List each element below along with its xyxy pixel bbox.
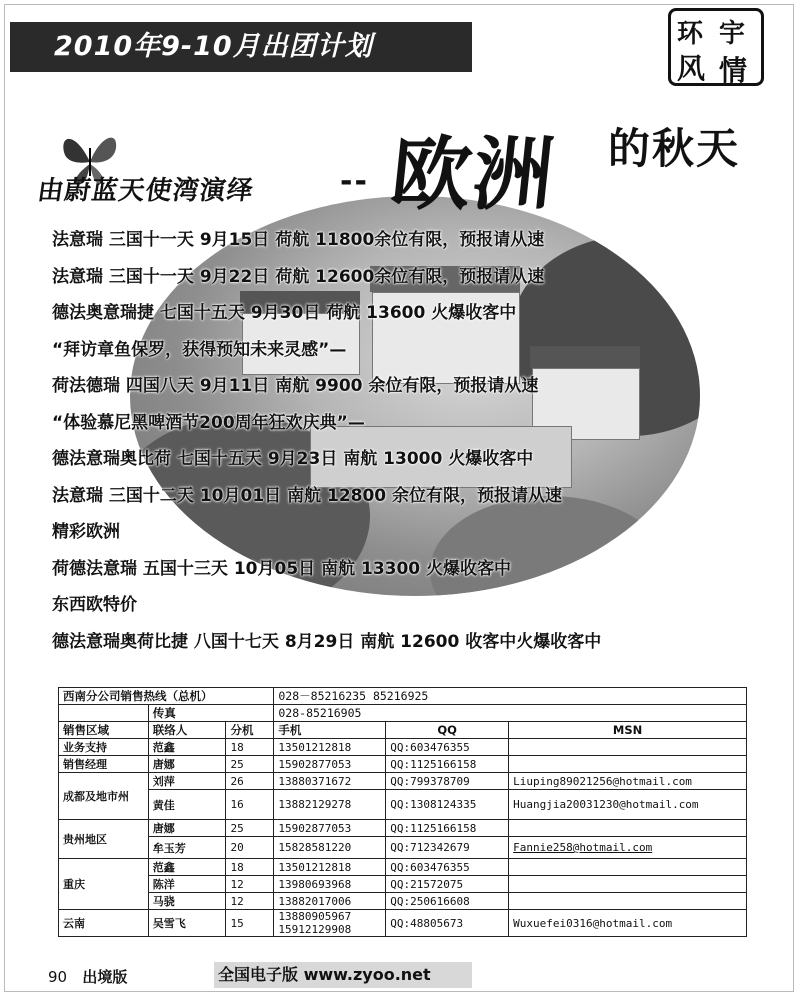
ext-cell: 25 <box>226 820 274 837</box>
contact-name: 吴雪飞 <box>148 910 226 937</box>
mobile-line-1: 13880905967 <box>278 910 352 923</box>
region-cell: 贵州地区 <box>59 820 149 859</box>
brand-logo <box>668 8 764 86</box>
contact-name: 黄佳 <box>148 790 226 820</box>
trip-theme: “拜访章鱼保罗，获得预知未来灵感”— <box>52 339 347 360</box>
qq-cell: QQ:250616608 <box>386 893 509 910</box>
trip-line: 荷法德瑞 四国八天 9月11日 南航 9900 余位有限，预报请从速 <box>52 376 539 396</box>
msn-cell <box>509 876 747 893</box>
trip-line: 法意瑞 三国十二天 10月01日 南航 12800 余位有限，预报请从速 <box>52 485 563 506</box>
trip-category: 精彩欧洲 <box>52 522 120 542</box>
mobile-cell: 13980693968 <box>274 876 386 893</box>
fax-label: 传真 <box>148 705 274 722</box>
fax-value: 028-85216905 <box>274 705 747 722</box>
msn-email-link[interactable]: Fannie258@hotmail.com <box>513 841 653 854</box>
region-cell: 云南 <box>59 910 149 937</box>
trip-line: 德法奥意瑞捷 七国十五天 9月30日 荷航 13600 火爆收客中 <box>52 303 517 323</box>
msn-cell: Wuxuefei0316@hotmail.com <box>509 910 747 937</box>
msn-cell <box>509 756 747 773</box>
section-name: 出境版 <box>82 968 128 986</box>
trip-list <box>52 222 772 660</box>
ext-cell: 18 <box>226 859 274 876</box>
qq-cell: QQ:603476355 <box>386 859 509 876</box>
contact-name: 唐娜 <box>148 756 226 773</box>
page-title-banner: 2010年9-10月出团计划 <box>10 22 472 72</box>
mobile-cell: 15902877053 <box>274 756 386 773</box>
trip-line: 法意瑞 三国十一天 9月15日 荷航 11800余位有限，预报请从速 <box>52 230 545 250</box>
mobile-cell: 15828581220 <box>274 837 386 859</box>
trip-line: 德法意瑞奥比荷 七国十五天 9月23日 南航 13000 火爆收客中 <box>52 449 534 469</box>
qq-cell: QQ:799378709 <box>386 773 509 790</box>
contact-name: 唐娜 <box>148 820 226 837</box>
table-row <box>59 876 747 893</box>
table-row <box>59 790 747 820</box>
ext-cell: 20 <box>226 837 274 859</box>
msn-cell <box>509 739 747 756</box>
msn-cell: Huangjia20031230@hotmail.com <box>509 790 747 820</box>
trip-line: 荷德法意瑞 五国十三天 10月05日 南航 13300 火爆收客中 <box>52 558 512 579</box>
contact-name: 范鑫 <box>148 859 226 876</box>
headline-dash: -- <box>340 164 369 199</box>
trip-theme: “体验慕尼黑啤酒节200周年狂欢庆典”— <box>52 412 365 433</box>
msn-cell <box>509 859 747 876</box>
ext-cell: 25 <box>226 756 274 773</box>
contact-name: 马骁 <box>148 893 226 910</box>
col-header-qq: QQ <box>386 722 509 739</box>
contact-name: 牟玉芳 <box>148 837 226 859</box>
mobile-cell <box>274 910 386 937</box>
region-cell: 成都及地市州 <box>59 773 149 820</box>
ext-cell: 18 <box>226 739 274 756</box>
mobile-cell: 13501212818 <box>274 859 386 876</box>
table-row <box>59 910 747 937</box>
mobile-line-2: 15912129908 <box>278 923 352 936</box>
page-number: 90 <box>48 968 68 986</box>
table-row <box>59 820 747 837</box>
table-row <box>59 837 747 859</box>
footer-section <box>48 966 127 987</box>
contact-name: 陈洋 <box>148 876 226 893</box>
headline-europe: 欧洲 <box>386 127 561 221</box>
ext-cell: 15 <box>226 910 274 937</box>
table-row <box>59 859 747 876</box>
logo-char-2: 宇 <box>719 19 746 49</box>
ext-cell: 12 <box>226 876 274 893</box>
mobile-cell: 13882017006 <box>274 893 386 910</box>
mobile-cell: 13880371672 <box>274 773 386 790</box>
contact-name: 刘萍 <box>148 773 226 790</box>
col-header-contact: 联络人 <box>148 722 226 739</box>
region-cell: 重庆 <box>59 859 149 910</box>
qq-cell: QQ:1308124335 <box>386 790 509 820</box>
hotline-value: 028－85216235 85216925 <box>274 688 747 705</box>
table-row <box>59 893 747 910</box>
ext-cell: 16 <box>226 790 274 820</box>
qq-cell: QQ:603476355 <box>386 739 509 756</box>
headline-autumn: 的秋天 <box>608 124 741 173</box>
col-header-mobile: 手机 <box>274 722 386 739</box>
table-row <box>59 756 747 773</box>
headline-subtitle: 由蔚蓝天使湾演绎 <box>35 176 256 206</box>
trip-line: 法意瑞 三国十一天 9月22日 荷航 12600余位有限，预报请从速 <box>52 266 545 287</box>
col-header-msn: MSN <box>509 722 747 739</box>
msn-cell: Liuping89021256@hotmail.com <box>509 773 747 790</box>
logo-char-3: 风 <box>677 52 706 85</box>
table-row <box>59 773 747 790</box>
qq-cell: QQ:48805673 <box>386 910 509 937</box>
col-header-ext: 分机 <box>226 722 274 739</box>
msn-cell <box>509 820 747 837</box>
qq-cell: QQ:712342679 <box>386 837 509 859</box>
contact-name: 范鑫 <box>148 739 226 756</box>
hotline-label: 西南分公司销售热线（总机） <box>59 688 274 705</box>
qq-cell: QQ:21572075 <box>386 876 509 893</box>
logo-char-1: 环 <box>677 19 704 49</box>
region-cell: 业务支持 <box>59 739 149 756</box>
ext-cell: 26 <box>226 773 274 790</box>
qq-cell: QQ:1125166158 <box>386 756 509 773</box>
region-cell: 销售经理 <box>59 756 149 773</box>
table-row <box>59 739 747 756</box>
mobile-cell: 13501212818 <box>274 739 386 756</box>
mobile-cell: 13882129278 <box>274 790 386 820</box>
contact-table <box>58 687 747 937</box>
logo-char-4: 情 <box>719 54 748 87</box>
trip-line: 德法意瑞奥荷比捷 八国十七天 8月29日 南航 12600 收客中火爆收客中 <box>52 631 602 652</box>
ext-cell: 12 <box>226 893 274 910</box>
col-header-region: 销售区域 <box>59 722 149 739</box>
mobile-cell: 15902877053 <box>274 820 386 837</box>
trip-category: 东西欧特价 <box>52 595 137 615</box>
qq-cell: QQ:1125166158 <box>386 820 509 837</box>
msn-cell <box>509 893 747 910</box>
footer-website[interactable]: 全国电子版 www.zyoo.net <box>214 962 472 988</box>
